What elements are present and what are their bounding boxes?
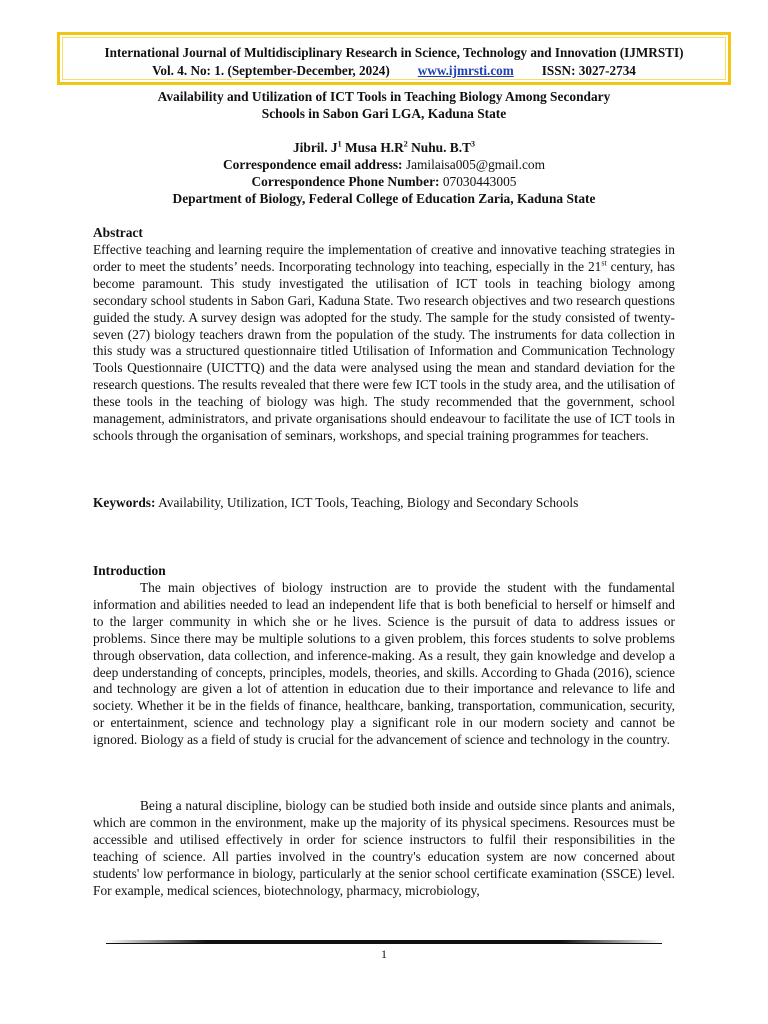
abstract-body: [93, 242, 675, 445]
introduction-paragraph-2: Being a natural discipline, biology can be studied both inside and outside since plants and animals, which are common in the environment, make up the majority of its physical specimens. Resources must be accessible and utilised effectively in order for science instructors to fulfil their responsibilities in the teaching of science. All parties involved in the country's education system are now concerned about students' low performance in biology, particularly at the senior school certificate examination (SSCE) level. For example, medical sciences, biotechnology, pharmacy, microbiology,: [93, 798, 675, 898]
paper-title-line2: Schools in Sabon Gari LGA, Kaduna State: [261, 106, 507, 121]
correspondence-email: [94, 156, 674, 173]
phone-label: Correspondence Phone Number:: [251, 174, 440, 189]
email-value[interactable]: Jamilaisa005@gmail.com: [402, 157, 546, 172]
author-1-affil: 1: [337, 139, 342, 149]
keywords-list: Availability, Utilization, ICT Tools, Teaching, Biology and Secondary Schools: [155, 495, 579, 510]
page-number: 1: [381, 947, 387, 961]
footer-divider-thin: [106, 943, 662, 944]
author-2-affil: 2: [403, 139, 408, 149]
journal-title: International Journal of Multidisciplinary Research in Science, Technology and Innovation (IJMRSTI): [104, 45, 684, 60]
author-2: Musa H.R: [341, 140, 404, 155]
abstract-text-1: Effective teaching and learning require the implementation of creative and innovative teaching strategies in order to meet the students’ needs. Incorporating technology into teaching, especially in the 21: [93, 242, 675, 274]
journal-issue-line: [60, 62, 728, 79]
author-1: Jibril. J: [292, 140, 338, 155]
author-list: [94, 139, 674, 156]
journal-header-box: [57, 32, 731, 85]
abstract-heading: Abstract: [93, 225, 143, 240]
author-3: Nuhu. B.T: [407, 140, 472, 155]
author-3-affil: 3: [471, 139, 476, 149]
author-block: [94, 139, 674, 207]
paper-title: [94, 88, 674, 122]
introduction-heading: Introduction: [93, 563, 166, 578]
abstract-superscript: st: [601, 258, 607, 268]
keywords: [93, 495, 675, 512]
affiliation: Department of Biology, Federal College of Education Zaria, Kaduna State: [172, 191, 596, 206]
paper-title-line1: Availability and Utilization of ICT Tools in Teaching Biology Among Secondary: [157, 89, 611, 104]
abstract-text-2: century, has become paramount. This study investigated the utilisation of ICT tools in teaching biology among secondary school students in Sabon Gari, Kaduna State. Two research objectives and two research questions guided the study. A survey design was adopted for the study. The sample for the study consisted of twenty-seven (27) biology teachers drawn from the population of the study. The instruments for data collection in this study was a structured questionnaire titled Utilisation of Information and Communication Technology Tools Questionnaire (UICTTQ) and the data were analysed using the mean and standard deviation for the research questions. The results revealed that there were few ICT tools in the study area, and the utilisation of these tools in the teaching of biology was high. The study recommended that the government, school management, administrators, and private organisations should endeavour to facilitate the use of ICT tools in schools through the organisation of seminars, workshops, and special training programmes for teachers.: [93, 258, 675, 443]
journal-volume: Vol. 4. No: 1. (September-December, 2024): [152, 63, 390, 78]
email-label: Correspondence email address:: [222, 157, 403, 172]
introduction-paragraph-1: The main objectives of biology instruction are to provide the student with the fundamental information and abilities needed to lead an independent life that is both beneficial to herself or himself and to the larger community in which she or he lives. Science is the pursuit of data to address issues or problems. Since there may be multiple solutions to a given problem, this forces students to solve problems through observation, data collection, and inference-making. As a result, they gain knowledge and develop a deep understanding of concepts, principles, models, theories, and skills. According to Ghada (2016), science and technology are given a lot of attention in education due to their importance and relevance to life and society. Whether it be in the fields of finance, healthcare, banking, transportation, communication, security, or entertainment, science and technology play a significant role in our modern society and cannot be ignored. Biology as a field of study is crucial for the advancement of science and technology in the country.: [93, 580, 675, 748]
journal-website-link[interactable]: www.ijmrsti.com: [417, 63, 514, 78]
correspondence-phone: [94, 173, 674, 190]
journal-issn: ISSN: 3027-2734: [541, 63, 636, 78]
phone-value: 07030443005: [439, 174, 517, 189]
keywords-label: Keywords:: [93, 495, 156, 510]
